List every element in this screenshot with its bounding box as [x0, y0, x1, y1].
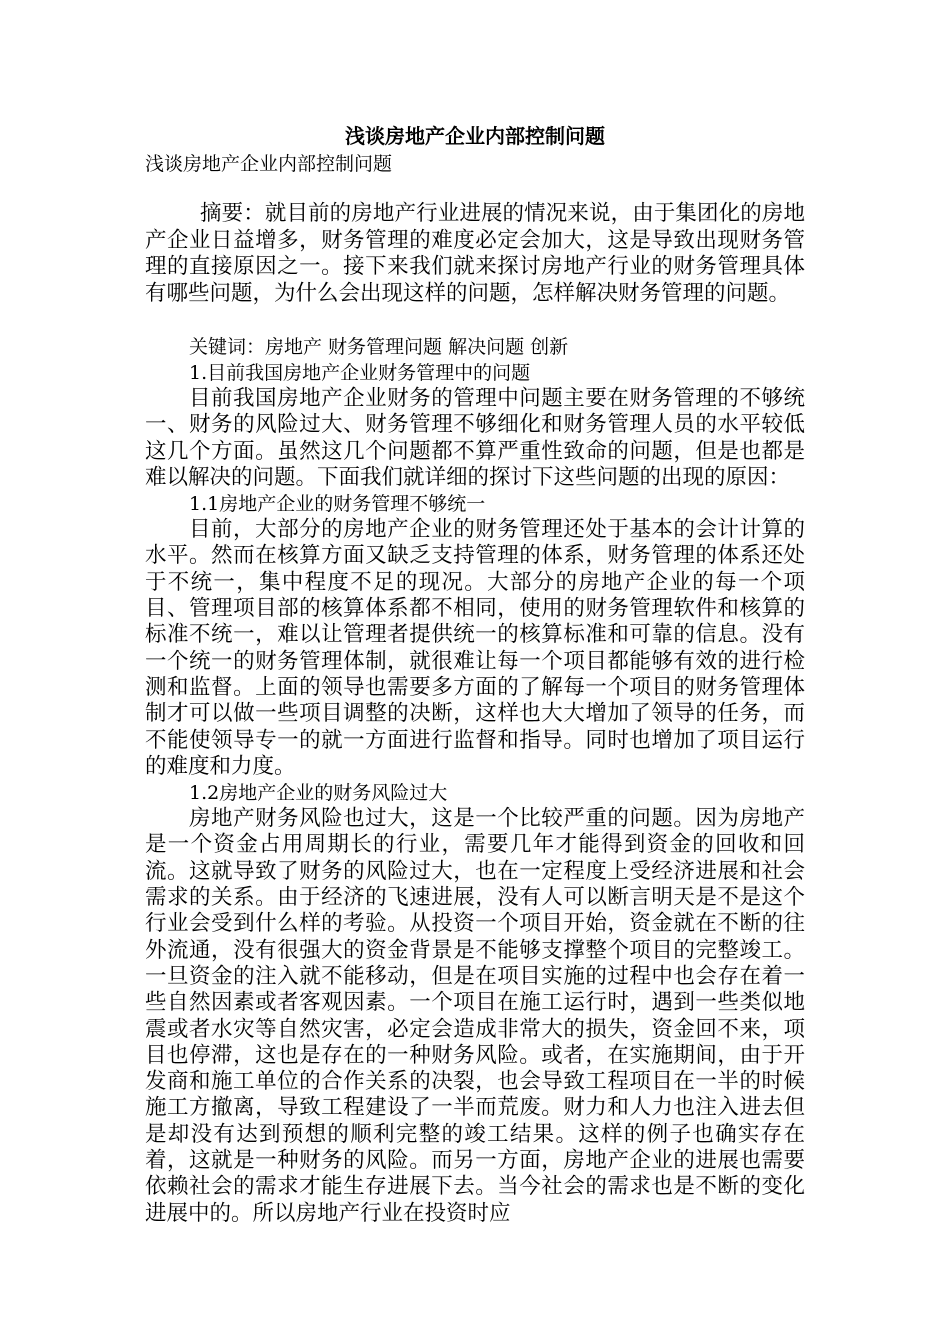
section-1-paragraph: 目前我国房地产企业财务的管理中问题主要在财务管理的不够统一、财务的风险过大、财务管理不够细化和财务管理人员的水平较低这几个方面。虽然这几个问题都不算严重性致命的问题，但是也都是难以解决的问题。下面我们就详细的探讨下这些问题的出现的原因： — [145, 386, 805, 490]
section-1-1-heading: 1.1房地产企业的财务管理不够统一 — [189, 493, 486, 516]
document-title: 浅谈房地产企业内部控制问题 — [345, 124, 605, 148]
document-subtitle: 浅谈房地产企业内部控制问题 — [145, 153, 393, 175]
section-1-2-heading: 1.2房地产企业的财务风险过大 — [189, 782, 448, 805]
abstract-paragraph: 摘要：就目前的房地产行业进展的情况来说，由于集团化的房地产企业日益增多，财务管理的难度必定会加大，这是导致出现财务管理的直接原因之一。接下来我们就来探讨房地产行业的财务管理具体有哪些问题，为什么会出现这样的问题，怎样解决财务管理的问题。 — [145, 201, 805, 306]
section-1-2-paragraph: 房地产财务风险也过大，这是一个比较严重的问题。因为房地产是一个资金占用周期长的行业，需要几年才能得到资金的回收和回流。这就导致了财务的风险过大，也在一定程度上受经济进展和社会需求的关系。由于经济的飞速进展，没有人可以断言明天是不是这个行业会受到什么样的考验。从投资一个项目开始，资金就在不断的往外流通，没有很强大的资金背景是不能够支撑整个项目的完整竣工。一旦资金的注入就不能移动，但是在项目实施的过程中也会存在着一些自然因素或者客观因素。一个项目在施工运行时，遇到一些类似地震或者水灾等自然灾害，必定会造成非常大的损失，资金回不来，项目也停滞，这也是存在的一种财务风险。或者，在实施期间，由于开发商和施工单位的合作关系的决裂，也会导致工程项目在一半的时候施工方撤离，导致工程建设了一半而荒废。财力和人力也注入进去但是却没有达到预想的顺利完整的竣工结果。这样的例子也确实存在着，这就是一种财务的风险。而另一方面，房地产企业的进展也需要依赖社会的需求才能生存进展下去。当今社会的需求也是不断的变化进展中的。所以房地产行业在投资时应 — [145, 806, 805, 1226]
section-1-1-paragraph: 目前，大部分的房地产企业的财务管理还处于基本的会计计算的水平。然而在核算方面又缺乏支持管理的体系，财务管理的体系还处于不统一，集中程度不足的现况。大部分的房地产企业的每一个项目、管理项目部的核算体系都不相同，使用的财务管理软件和核算的标准不统一，难以让管理者提供统一的核算标准和可靠的信息。没有一个统一的财务管理体制，就很难让每一个项目都能够有效的进行检测和监督。上面的领导也需要多方面的了解每一个项目的财务管理体制才可以做一些项目调整的决断，这样也大大增加了领导的任务，而不能使领导专一的就一方面进行监督和指导。同时也增加了项目运行的难度和力度。 — [145, 517, 805, 779]
keywords-line: 关键词：房地产 财务管理问题 解决问题 创新 — [189, 336, 569, 358]
document-page — [145, 121, 805, 1227]
section-1-heading: 1.目前我国房地产企业财务管理中的问题 — [189, 362, 531, 384]
